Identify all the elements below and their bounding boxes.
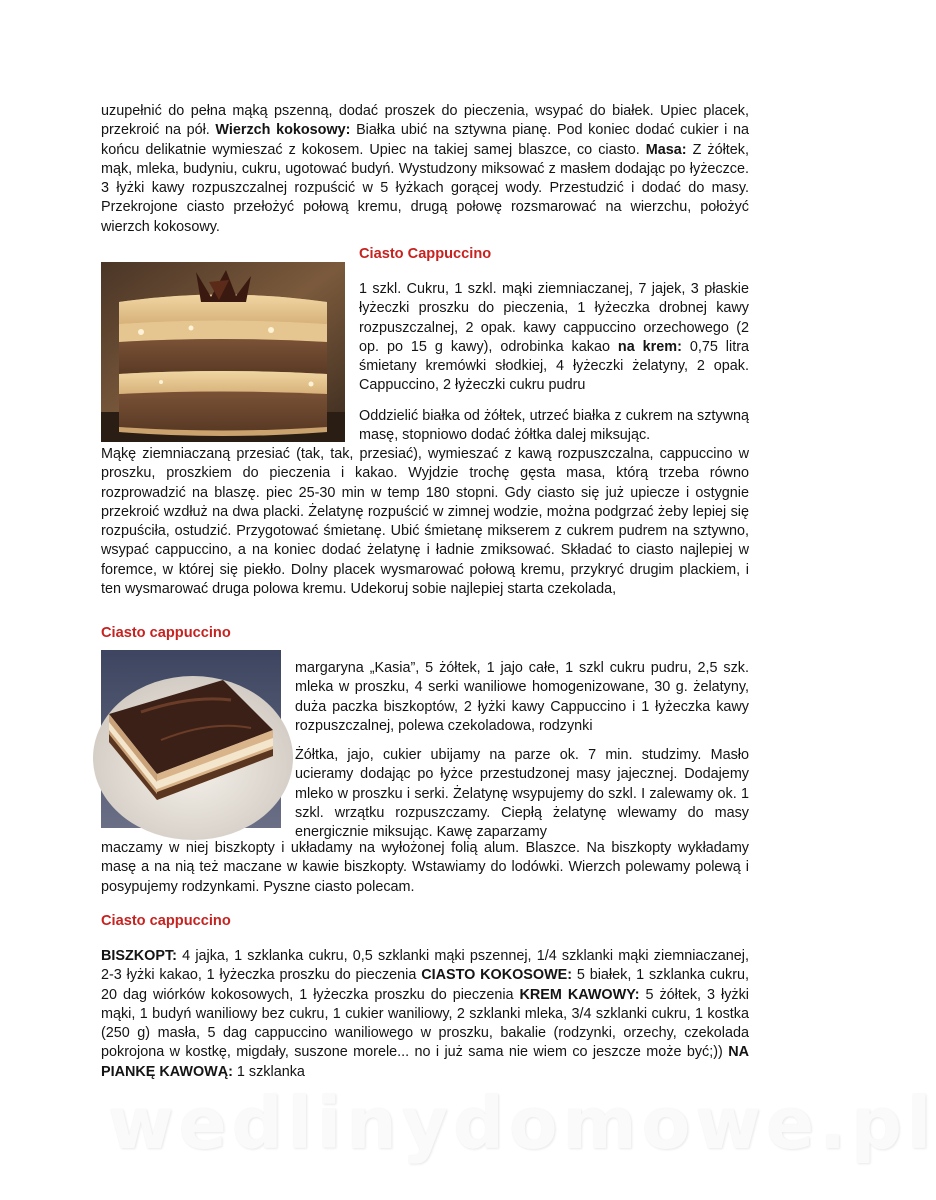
recipe2-title: Ciasto cappuccino bbox=[101, 625, 231, 641]
recipe3-block bbox=[101, 947, 749, 1082]
recipe1-ingredients-block bbox=[359, 280, 749, 396]
intro-section bbox=[101, 102, 749, 237]
recipe1-prep-intro-block bbox=[359, 407, 749, 446]
recipe2-ingredients-block bbox=[295, 659, 749, 736]
recipe2-prep: maczamy w niej biszkopty i układamy na wyłożonej folią alum. Blaszce. Na biszkopty wykładamy masę a na nią też maczane w kawie biszkopty. Wstawiamy do lodówki. Wierzch polewamy polewą i posypujemy rodzynkami. Pyszne ciasto polecam. bbox=[101, 840, 749, 895]
watermark: wedlinydomowe.pl bbox=[108, 1082, 936, 1165]
recipe2-prep-intro-block bbox=[295, 746, 749, 842]
recipe1-title: Ciasto Cappuccino bbox=[359, 246, 492, 262]
recipe2-ingredients: margaryna „Kasia”, 5 żółtek, 1 jajo całe, 1 szkl cukru pudru, 2,5 szk. mleka w proszku, 4 serki waniliowe homogenizowane, 30 g. żelatyny, duża paczka biszkoptów, 2 łyżki kawy Cappuccino i 1 łyżeczka kawy rozpuszczalnej, polewa czekoladowa, rodzynki bbox=[295, 660, 749, 734]
recipe2-prep-block bbox=[101, 839, 749, 897]
cake-photo-layered bbox=[101, 262, 345, 442]
intro-paragraph: uzupełnić do pełna mąką pszenną, dodać proszek do pieczenia, wsypać do białek. Upiec placek, przekroić na pół. Wierzch kokosowy: Białka ubić na sztywna pianę. Pod koniec dodać cukier i na końcu delikatnie wymieszać z kokosem. Upiec na takiej samej blaszce, co ciasto. Masa: Z żółtek, mąk, mleka, budyniu, cukru, ugotować budyń. Wystudzony miksować z masłem dodając po łyżeczce. 3 łyżki kawy rozpuszczalnej rozpuścić w 5 łyżkach gorącej wody. Przestudzić i dodać do masy. Przekrojone ciasto przełożyć połową kremu, drugą połowę rozsmarować na wierzchu, położyć wierzch kokosowy. bbox=[101, 103, 749, 235]
recipe1-ingredients: 1 szkl. Cukru, 1 szkl. mąki ziemniaczanej, 7 jajek, 3 płaskie łyżeczki proszku do pieczenia, 1 łyżeczka drobnej kawy rozpuszczalnej, 2 opak. kawy cappuccino orzechowego (2 op. po 15 g kawy), odrobinka kakao na krem: 0,75 litra śmietany kremówki słodkiej, 4 łyżeczki żelatyny, 2 opak. Cappuccino, 2 łyżeczki cukru pudru bbox=[359, 281, 749, 394]
recipe1-prep: Mąkę ziemniaczaną przesiać (tak, tak, przesiać), wymieszać z kawą rozpuszczalna, cappuccino w proszku, proszkiem do pieczenia i kakao. Wyjdzie trochę gęsta masa, którą trzeba równo rozprowadzić na blaszę. piec 25-30 min w temp 180 stopni. Gdy ciasto się już upiecze i ostygnie przekroić wzdłuż na dwa placki. Żelatynę rozpuścić w zimnej wodzie, można podgrzać żeby lepiej się rozpuściła, ostudzić. Przygotować śmietanę. Ubić śmietanę mikserem z cukrem pudrem na sztywno, wsypać cappuccino, a na koniec dodać żelatynę i ładnie zmiksować. Składać to ciasto najlepiej w foremce, w której się piekło. Dolny placek wysmarować połową kremu, przykryć drugim plackiem, i ten wysmarować druga polowa kremu. Udekoruj sobie najlepiej starta czekolada, bbox=[101, 446, 749, 598]
recipe1-prep-intro: Oddzielić białka od żółtek, utrzeć białka z cukrem na sztywną masę, stopniowo dodać żółtka dalej miksując. bbox=[359, 408, 749, 444]
recipe1-prep-block bbox=[101, 445, 749, 599]
recipe3-title: Ciasto cappuccino bbox=[101, 913, 231, 929]
recipe2-prep-intro: Żółtka, jajo, cukier ubijamy na parze ok. 7 min. studzimy. Masło ucieramy dodając po łyżce przestudzonej masy jajecznej. Dodajemy mleko w proszku i serki. Żelatynę wsypujemy do szkl. I zalewamy ok. 1 szkl. wrzątku rozpuszczamy. Ciepłą żelatynę wlewamy do masy energicznie miksując. Kawę zaparzamy bbox=[295, 747, 749, 841]
cake-photo-slice bbox=[101, 650, 281, 828]
recipe3-paragraph: BISZKOPT: 4 jajka, 1 szklanka cukru, 0,5 szklanki mąki pszennej, 1/4 szklanki mąki ziemniaczanej, 2-3 łyżki kakao, 1 łyżeczka proszku do pieczenia CIASTO KOKOSOWE: 5 białek, 1 szklanka cukru, 20 dag wiórków kokosowych, 1 łyżeczka proszku do pieczenia KREM KAWOWY: 5 żółtek, 3 łyżki mąki, 1 budyń waniliowy bez cukru, 1 cukier waniliowy, 2 szklanki mleka, 3/4 szklanki cukru, 1 kostka (250 g) masła, 5 dag cappuccino waniliowego w proszku, bakalie (rodzynki, orzechy, czekolada pokrojona w kostkę, migdały, suszone morele... no i już sama nie wiem co jeszcze może być;)) NA PIANKĘ KAWOWĄ: 1 szklanka bbox=[101, 948, 749, 1080]
